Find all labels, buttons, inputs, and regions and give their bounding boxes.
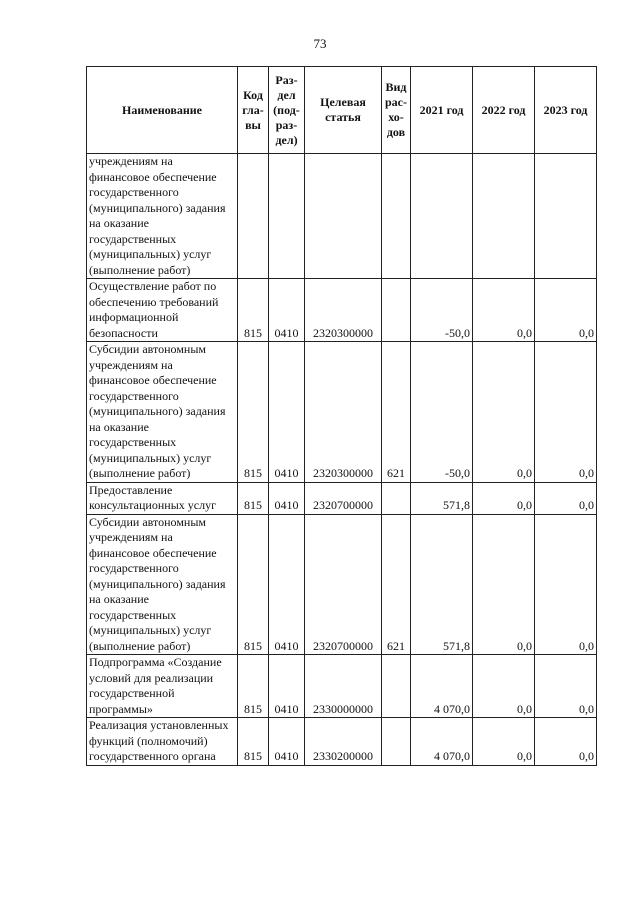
cell-tsel: 2330000000 [305,655,382,718]
cell-2022: 0,0 [473,514,535,655]
cell-2021: -50,0 [411,279,473,342]
cell-vid [382,279,411,342]
cell-vid [382,655,411,718]
cell-vid: 621 [382,514,411,655]
header-2021: 2021 год [411,67,473,154]
header-name: Наименование [87,67,238,154]
cell-razdel: 0410 [269,482,305,514]
header-vid: Вид рас- хо- дов [382,67,411,154]
cell-tsel: 2320700000 [305,482,382,514]
cell-tsel [305,154,382,279]
cell-2022 [473,154,535,279]
cell-razdel [269,154,305,279]
header-2023: 2023 год [535,67,597,154]
header-tsel: Целевая статья [305,67,382,154]
cell-2021: 4 070,0 [411,655,473,718]
cell-2021: -50,0 [411,342,473,483]
cell-2022: 0,0 [473,718,535,766]
cell-name: Осуществление работ по обеспечению требований информационной безопасности [87,279,238,342]
cell-tsel: 2320300000 [305,279,382,342]
cell-2023: 0,0 [535,718,597,766]
cell-2023: 0,0 [535,482,597,514]
cell-razdel: 0410 [269,342,305,483]
cell-2023: 0,0 [535,279,597,342]
table-row [87,482,597,514]
cell-vid [382,718,411,766]
cell-tsel: 2320300000 [305,342,382,483]
cell-2021: 571,8 [411,514,473,655]
cell-2023: 0,0 [535,342,597,483]
cell-2023: 0,0 [535,514,597,655]
cell-name: Предоставление консультационных услуг [87,482,238,514]
cell-vid [382,154,411,279]
cell-razdel: 0410 [269,655,305,718]
cell-2022: 0,0 [473,482,535,514]
cell-name: Субсидии автономным учреждениям на финансовое обеспечение государственного (муниципального) задания на оказание государственных (муниципальных) услуг (выполнение работ) [87,514,238,655]
cell-razdel: 0410 [269,279,305,342]
table-row [87,279,597,342]
budget-table [86,66,597,766]
table-row [87,655,597,718]
header-row [87,67,597,154]
cell-kod: 815 [238,718,269,766]
cell-2023: 0,0 [535,655,597,718]
cell-2022: 0,0 [473,655,535,718]
cell-kod: 815 [238,279,269,342]
cell-name: Реализация установленных функций (полномочий) государственного органа [87,718,238,766]
cell-tsel: 2330200000 [305,718,382,766]
page-number: 73 [313,36,327,51]
header-2022: 2022 год [473,67,535,154]
header-razdel: Раз- дел (под- раз- дел) [269,67,305,154]
table-row [87,718,597,766]
table-row [87,154,597,279]
cell-vid: 621 [382,342,411,483]
cell-name: Субсидии автономным учреждениям на финансовое обеспечение государственного (муниципального) задания на оказание государственных (муниципальных) услуг (выполнение работ) [87,342,238,483]
cell-kod: 815 [238,514,269,655]
cell-2022: 0,0 [473,342,535,483]
cell-razdel: 0410 [269,718,305,766]
cell-2023 [535,154,597,279]
cell-2021: 571,8 [411,482,473,514]
cell-tsel: 2320700000 [305,514,382,655]
table-row [87,514,597,655]
cell-kod: 815 [238,655,269,718]
cell-2021 [411,154,473,279]
cell-name: учреждениям на финансовое обеспечение государственного (муниципального) задания на оказание государственных (муниципальных) услуг (выполнение работ) [87,154,238,279]
cell-kod [238,154,269,279]
cell-name: Подпрограмма «Создание условий для реализации государственной программы» [87,655,238,718]
cell-kod: 815 [238,342,269,483]
header-kod: Код гла- вы [238,67,269,154]
cell-2021: 4 070,0 [411,718,473,766]
cell-2022: 0,0 [473,279,535,342]
cell-razdel: 0410 [269,514,305,655]
table-row [87,342,597,483]
cell-vid [382,482,411,514]
cell-kod: 815 [238,482,269,514]
